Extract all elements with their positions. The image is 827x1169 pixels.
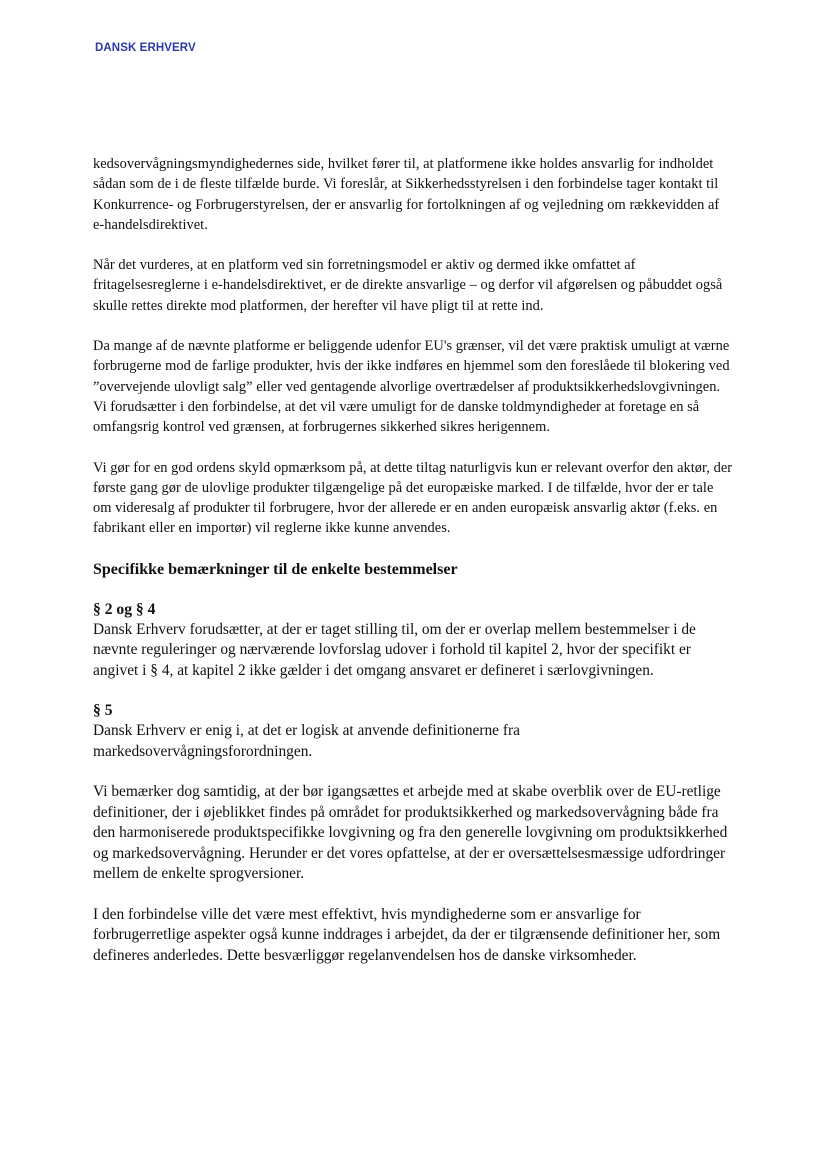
document-body (93, 154, 733, 966)
spacer (93, 581, 733, 600)
spacer (93, 235, 733, 255)
spacer (93, 885, 733, 905)
header-org-name: DANSK ERHVERV (95, 42, 196, 54)
spacer (93, 762, 733, 782)
section-heading-paragraph-5: § 5 (93, 702, 113, 720)
section-title: Specifikke bemærkninger til de enkelte bestemmelser (93, 560, 458, 578)
section-text-paragraph-5-b: Vi bemærker dog samtidig, at der bør igangsættes et arbejde med at skabe overblik over de EU-retlige definitioner, der i øjeblikket findes på området for produktsikkerhed og markedsovervågning både fra den harmoniserede produktspecifikke lovgivning og fra den generelle lovgivning om produktsikkerhed og markedsovervågning. Herunder er det vores opfattelse, at der er oversættelsesmæssige udfordringer mellem de enkelte sprogversioner. (93, 783, 728, 883)
paragraph-2: Når det vurderes, at en platform ved sin forretningsmodel er aktiv og dermed ikke omfattet af fritagelsesreglerne i e-handelsdirektivet, er de direkte ansvarlige – og derfor vil afgørelsen og påbuddet også skulle rettes direkte mod platformen, der herefter vil have pligt til at rette ind. (93, 257, 723, 314)
section-text-paragraph-5-c: I den forbindelse ville det være mest effektivt, hvis myndighederne som er ansvarlige for forbrugerretlige aspekter også kunne inddrages i arbejdet, da der er tilgrænsende definitioner her, som defineres anderledes. Dette besværliggør regelanvendelsen hos de danske virksomheder. (93, 905, 721, 964)
paragraph-4: Vi gør for en god ordens skyld opmærksom på, at dette tiltag naturligvis kun er relevant overfor den aktør, der første gang gør de ulovlige produkter tilgængelige på det europæiske marked. I de tilfælde, hvor der er tale om videresalg af produkter til forbrugere, hvor der allerede er en anden europæisk ansvarlig aktør (f.eks. en fabrikant eller en importør) vil reglerne ikke kunne anvendes. (93, 459, 733, 537)
paragraph-1: kedsovervågningsmyndighedernes side, hvilket fører til, at platformene ikke holdes ansvarlig for indholdet sådan som de i de fleste tilfælde burde. Vi foreslår, at Sikkerhedsstyrelsen i den forbindelse tager kontakt til Konkurrence- og Forbrugerstyrelsen, der er ansvarlig for fortolkningen af og vejledning om rækkevidden af e-handelsdirektivet. (93, 156, 720, 233)
spacer (93, 681, 733, 701)
section-text-paragraph-2-and-4: Dansk Erhverv forudsætter, at der er taget stilling til, om der er overlap mellem bestemmelser i de nævnte reguleringer og nærværende lovforslag udover i forhold til kapitel 2, hvor der specifikt er angivet i § 4, at kapitel 2 ikke gælder i det omgang ansvaret er defineret i særlovgivningen. (93, 620, 696, 679)
section-heading-paragraph-2-and-4: § 2 og § 4 (93, 600, 156, 618)
paragraph-3: Da mange af de nævnte platforme er beliggende udenfor EU's grænser, vil det være praktisk umuligt at værne forbrugerne mod de farlige produkter, hvis der ikke indføres en hjemmel som den foreslåede til blokering ved ”overvejende ulovligt salg” eller ved gentagende alvorlige overtrædelser af produktsikkerhedslovgivningen. Vi forudsætter i den forbindelse, at det vil være umuligt for de danske toldmyndigheder at foretage en så omfangsrig kontrol ved grænsen, at forbrugernes sikkerhed sikres herigennem. (93, 338, 730, 436)
section-text-paragraph-5-a: Dansk Erhverv er enig i, at det er logisk at anvende definitionerne fra markedsovervågningsforordningen. (93, 722, 520, 760)
spacer (93, 316, 733, 336)
spacer (93, 438, 733, 458)
spacer (93, 539, 733, 559)
